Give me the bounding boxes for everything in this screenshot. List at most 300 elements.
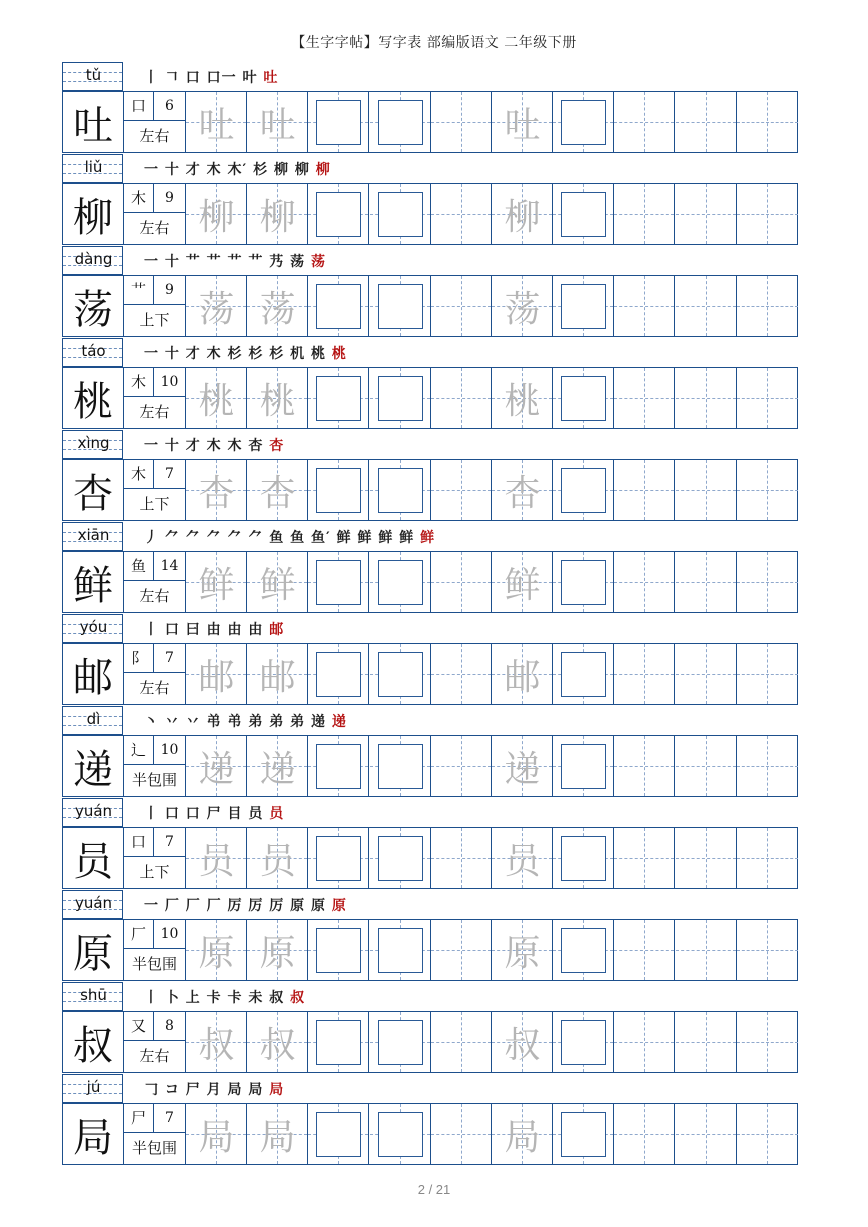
practice-cell[interactable]: [553, 644, 614, 704]
practice-cell[interactable]: [431, 460, 492, 520]
practice-cell[interactable]: [431, 1104, 492, 1164]
practice-cell[interactable]: [308, 828, 369, 888]
practice-cell[interactable]: [308, 736, 369, 796]
practice-cell[interactable]: [553, 368, 614, 428]
stroke-step: ⺈: [248, 530, 264, 546]
character-entry: [62, 1074, 798, 1166]
practice-cell[interactable]: [737, 920, 798, 980]
page-header: 【生字字帖】写字表 部编版语文 二年级下册: [291, 35, 577, 51]
trace-character: 局: [198, 1116, 235, 1158]
stroke-step: 鱼: [290, 530, 306, 546]
stroke-step: 鲜: [378, 530, 394, 546]
stroke-order: [144, 618, 284, 642]
stroke-step: 卜: [164, 990, 180, 1006]
practice-cell[interactable]: [186, 736, 247, 796]
stroke-step: 员: [269, 806, 285, 822]
trace-character: 荡: [504, 288, 541, 330]
practice-cell[interactable]: [492, 828, 553, 888]
character-entry: [62, 706, 798, 798]
practice-cell[interactable]: [614, 92, 675, 152]
tracing-box: [561, 1112, 606, 1157]
pinyin-box: [62, 890, 123, 919]
stroke-step: 机: [290, 346, 306, 362]
tracing-box: [378, 744, 423, 789]
practice-cell[interactable]: [247, 552, 308, 612]
stroke-step: 原: [290, 898, 306, 914]
practice-cell[interactable]: [186, 368, 247, 428]
practice-cell[interactable]: [247, 460, 308, 520]
structure: 左右: [139, 587, 170, 605]
practice-cell[interactable]: [553, 920, 614, 980]
practice-cell[interactable]: [492, 920, 553, 980]
practice-row: [62, 275, 798, 337]
pinyin: shū: [80, 986, 107, 1004]
practice-cell[interactable]: [676, 460, 737, 520]
radical: 鱼: [124, 552, 154, 581]
practice-cell[interactable]: [308, 460, 369, 520]
stroke-step: 丨: [144, 70, 159, 86]
stroke-step: 局: [248, 1082, 264, 1098]
structure: 上下: [139, 311, 170, 329]
character-info: [124, 368, 186, 428]
practice-cell[interactable]: [737, 92, 798, 152]
practice-cell[interactable]: [247, 1104, 308, 1164]
trace-character: 叔: [504, 1024, 541, 1066]
practice-cell[interactable]: [431, 920, 492, 980]
stroke-step: 十: [164, 162, 180, 178]
main-character: 递: [63, 736, 124, 796]
tracing-box: [378, 836, 423, 881]
stroke-count: 7: [154, 644, 185, 673]
practice-cell[interactable]: [370, 276, 431, 336]
practice-cell[interactable]: [614, 552, 675, 612]
practice-cell[interactable]: [614, 1104, 675, 1164]
character-entry: [62, 522, 798, 614]
practice-cell[interactable]: [431, 736, 492, 796]
practice-cell[interactable]: [553, 460, 614, 520]
stroke-step: 桃: [311, 346, 326, 362]
practice-cell[interactable]: [492, 92, 553, 152]
practice-cell[interactable]: [370, 92, 431, 152]
stroke-step: 杉: [248, 346, 264, 362]
pinyin: yuán: [74, 802, 113, 820]
practice-cell[interactable]: [676, 644, 737, 704]
character-entry: [62, 798, 798, 890]
practice-cell[interactable]: [370, 828, 431, 888]
practice-cell[interactable]: [614, 460, 675, 520]
practice-cell[interactable]: [247, 276, 308, 336]
practice-cell[interactable]: [492, 460, 553, 520]
stroke-step: 鲜: [420, 530, 436, 546]
pinyin-box: [62, 982, 123, 1011]
radical: 辶: [124, 736, 154, 765]
practice-cell[interactable]: [676, 736, 737, 796]
practice-cell[interactable]: [492, 736, 553, 796]
pinyin-box: [62, 1074, 123, 1103]
character-info: [124, 828, 186, 888]
practice-cell[interactable]: [614, 736, 675, 796]
character-info: [124, 460, 186, 520]
pinyin: yóu: [79, 618, 108, 636]
character-entry: [62, 982, 798, 1074]
character-info: [124, 736, 186, 796]
structure: 左右: [139, 679, 170, 697]
trace-character: 员: [198, 840, 235, 882]
stroke-step: 才: [185, 438, 201, 454]
stroke-step: 递: [311, 714, 326, 730]
practice-cell[interactable]: [492, 184, 553, 244]
trace-character: 桃: [259, 380, 296, 422]
practice-cell[interactable]: [308, 276, 369, 336]
practice-cell[interactable]: [370, 644, 431, 704]
practice-cell[interactable]: [186, 1104, 247, 1164]
stroke-step: 卡: [206, 990, 222, 1006]
practice-cell[interactable]: [186, 92, 247, 152]
practice-cell[interactable]: [492, 644, 553, 704]
stroke-step: ⺈: [164, 530, 180, 546]
practice-cell[interactable]: [431, 552, 492, 612]
practice-cell[interactable]: [492, 552, 553, 612]
practice-row: [62, 459, 798, 521]
pinyin-box: [62, 522, 123, 551]
practice-cell[interactable]: [247, 368, 308, 428]
radical: 艹: [124, 276, 154, 305]
practice-cell[interactable]: [553, 184, 614, 244]
stroke-step: 杏: [269, 438, 285, 454]
stroke-count: 8: [154, 1012, 185, 1041]
stroke-step: 叔: [269, 990, 285, 1006]
practice-cell[interactable]: [247, 92, 308, 152]
trace-character: 吐: [198, 104, 235, 146]
trace-character: 柳: [259, 196, 296, 238]
practice-cell[interactable]: [186, 276, 247, 336]
tracing-box: [378, 560, 423, 605]
trace-character: 吐: [504, 104, 541, 146]
pinyin: jú: [86, 1078, 101, 1096]
tracing-box: [561, 100, 606, 145]
stroke-step: 十: [164, 438, 180, 454]
stroke-order: [144, 802, 284, 826]
tracing-box: [316, 468, 361, 513]
tracing-box: [561, 836, 606, 881]
trace-character: 员: [259, 840, 296, 882]
practice-cell[interactable]: [737, 828, 798, 888]
trace-character: 杏: [198, 472, 235, 514]
practice-cell[interactable]: [614, 828, 675, 888]
practice-cell[interactable]: [614, 644, 675, 704]
tracing-box: [561, 192, 606, 237]
practice-cell[interactable]: [186, 920, 247, 980]
stroke-step: 厉: [269, 898, 285, 914]
pinyin: xiān: [77, 526, 110, 544]
practice-cell[interactable]: [614, 1012, 675, 1072]
structure: 半包围: [131, 1139, 177, 1157]
practice-cell[interactable]: [308, 920, 369, 980]
stroke-step: 鱼′: [311, 530, 331, 546]
stroke-step: 柳: [315, 162, 331, 178]
practice-cell[interactable]: [247, 828, 308, 888]
practice-cell[interactable]: [308, 644, 369, 704]
practice-cell[interactable]: [370, 920, 431, 980]
practice-cell[interactable]: [308, 1104, 369, 1164]
practice-cell[interactable]: [492, 1012, 553, 1072]
trace-character: 桃: [198, 380, 235, 422]
tracing-box: [316, 1112, 361, 1157]
stroke-step: 𠃍: [164, 70, 180, 86]
practice-cell[interactable]: [737, 736, 798, 796]
stroke-step: 杉: [269, 346, 285, 362]
stroke-step: 木: [206, 162, 222, 178]
stroke-step: 弚: [227, 714, 243, 730]
practice-cell[interactable]: [431, 644, 492, 704]
practice-cell[interactable]: [737, 644, 798, 704]
practice-cell[interactable]: [186, 552, 247, 612]
structure: 半包围: [131, 771, 177, 789]
trace-character: 递: [198, 748, 235, 790]
main-character: 叔: [63, 1012, 124, 1072]
radical: 又: [124, 1012, 154, 1041]
trace-character: 局: [504, 1116, 541, 1158]
structure: 左右: [139, 219, 170, 237]
stroke-step: 桃: [331, 346, 347, 362]
practice-cell[interactable]: [431, 92, 492, 152]
practice-cell[interactable]: [308, 368, 369, 428]
tracing-box: [316, 928, 361, 973]
stroke-step: 弚: [206, 714, 222, 730]
stroke-step: 丨: [144, 622, 159, 638]
page-number: 2 / 21: [417, 1182, 451, 1197]
practice-cell[interactable]: [737, 368, 798, 428]
pinyin: xìng: [77, 434, 110, 452]
stroke-step: 丶: [144, 714, 159, 730]
stroke-step: 弟: [248, 714, 264, 730]
stroke-step: 柳: [294, 162, 310, 178]
practice-cell[interactable]: [553, 1012, 614, 1072]
practice-row: [62, 183, 798, 245]
stroke-count: 10: [154, 920, 185, 949]
stroke-step: 局: [227, 1082, 243, 1098]
stroke-step: 鲜: [399, 530, 415, 546]
practice-cell[interactable]: [614, 368, 675, 428]
practice-cell[interactable]: [492, 1104, 553, 1164]
stroke-step: 鲜: [336, 530, 352, 546]
practice-cell[interactable]: [431, 368, 492, 428]
practice-cell[interactable]: [676, 1104, 737, 1164]
tracing-box: [378, 1112, 423, 1157]
practice-cell[interactable]: [676, 1012, 737, 1072]
stroke-step: 一: [144, 438, 159, 454]
trace-character: 邮: [198, 656, 235, 698]
stroke-step: 鲜: [357, 530, 373, 546]
practice-cell[interactable]: [553, 552, 614, 612]
practice-row: [62, 1103, 798, 1165]
trace-character: 原: [504, 932, 541, 974]
stroke-order: [144, 526, 435, 550]
stroke-step: ⺈: [206, 530, 222, 546]
practice-cell[interactable]: [247, 920, 308, 980]
pinyin: táo: [81, 342, 106, 360]
practice-cell[interactable]: [676, 92, 737, 152]
stroke-step: 杉: [227, 346, 243, 362]
tracing-box: [378, 284, 423, 329]
tracing-box: [316, 376, 361, 421]
practice-cell[interactable]: [308, 184, 369, 244]
trace-character: 柳: [198, 196, 235, 238]
practice-cell[interactable]: [431, 1012, 492, 1072]
stroke-step: 艹: [248, 254, 264, 270]
pinyin-box: [62, 154, 123, 183]
main-character: 吐: [63, 92, 124, 152]
character-info: [124, 1104, 186, 1164]
radical: 木: [124, 460, 154, 489]
practice-cell[interactable]: [370, 184, 431, 244]
tracing-box: [378, 928, 423, 973]
practice-cell[interactable]: [492, 368, 553, 428]
trace-character: 荡: [259, 288, 296, 330]
practice-cell[interactable]: [186, 1012, 247, 1072]
stroke-step: 尸: [185, 1082, 201, 1098]
trace-character: 邮: [259, 656, 296, 698]
stroke-step: 十: [164, 346, 180, 362]
practice-cell[interactable]: [370, 368, 431, 428]
stroke-step: 厉: [248, 898, 264, 914]
stroke-step: 邮: [269, 622, 285, 638]
character-entry: [62, 154, 798, 246]
practice-cell[interactable]: [614, 276, 675, 336]
stroke-step: 弟: [290, 714, 306, 730]
character-info: [124, 552, 186, 612]
tracing-box: [561, 560, 606, 605]
practice-cell[interactable]: [431, 828, 492, 888]
stroke-step: 𠃌: [144, 1082, 159, 1098]
stroke-step: 局: [269, 1082, 285, 1098]
practice-cell[interactable]: [553, 92, 614, 152]
practice-cell[interactable]: [247, 1012, 308, 1072]
trace-character: 局: [259, 1116, 296, 1158]
tracing-box: [561, 744, 606, 789]
character-practice-sheet: [62, 62, 798, 1166]
stroke-step: 未: [248, 990, 264, 1006]
structure: 左右: [139, 127, 170, 145]
trace-character: 递: [504, 748, 541, 790]
practice-cell[interactable]: [370, 552, 431, 612]
main-character: 原: [63, 920, 124, 980]
practice-cell[interactable]: [247, 644, 308, 704]
practice-cell[interactable]: [186, 644, 247, 704]
tracing-box: [316, 744, 361, 789]
practice-cell[interactable]: [370, 1104, 431, 1164]
trace-character: 柳: [504, 196, 541, 238]
practice-cell[interactable]: [737, 276, 798, 336]
practice-cell[interactable]: [676, 184, 737, 244]
stroke-count: 14: [154, 552, 185, 581]
practice-cell[interactable]: [247, 184, 308, 244]
stroke-step: 厂: [206, 898, 222, 914]
practice-cell[interactable]: [676, 828, 737, 888]
stroke-order: [144, 158, 331, 182]
practice-cell[interactable]: [308, 92, 369, 152]
stroke-step: 木: [206, 438, 222, 454]
trace-character: 桃: [504, 380, 541, 422]
practice-cell[interactable]: [370, 460, 431, 520]
practice-row: [62, 827, 798, 889]
stroke-step: 员: [248, 806, 264, 822]
trace-character: 鲜: [504, 564, 541, 606]
character-info: [124, 92, 186, 152]
practice-cell[interactable]: [308, 552, 369, 612]
practice-cell[interactable]: [614, 920, 675, 980]
practice-cell[interactable]: [553, 276, 614, 336]
practice-cell[interactable]: [676, 276, 737, 336]
stroke-step: 荡: [311, 254, 326, 270]
stroke-step: 上: [185, 990, 201, 1006]
character-entry: [62, 890, 798, 982]
trace-character: 递: [259, 748, 296, 790]
tracing-box: [316, 560, 361, 605]
structure: 上下: [139, 863, 170, 881]
stroke-count: 7: [154, 828, 185, 857]
pinyin: dàng: [74, 250, 113, 268]
practice-cell[interactable]: [553, 828, 614, 888]
trace-character: 杏: [504, 472, 541, 514]
character-info: [124, 644, 186, 704]
practice-cell[interactable]: [308, 1012, 369, 1072]
practice-cell[interactable]: [370, 736, 431, 796]
practice-cell[interactable]: [553, 736, 614, 796]
practice-cell[interactable]: [247, 736, 308, 796]
radical: 阝: [124, 644, 154, 673]
practice-row: [62, 367, 798, 429]
practice-cell[interactable]: [431, 276, 492, 336]
stroke-count: 7: [154, 1104, 185, 1133]
stroke-order: [144, 66, 278, 90]
practice-row: [62, 551, 798, 613]
practice-cell[interactable]: [737, 1104, 798, 1164]
pinyin-box: [62, 62, 123, 91]
main-character: 鲜: [63, 552, 124, 612]
character-info: [124, 276, 186, 336]
stroke-step: 丷: [185, 714, 201, 730]
stroke-step: 卡: [227, 990, 243, 1006]
practice-cell[interactable]: [186, 184, 247, 244]
stroke-step: 丨: [144, 990, 159, 1006]
practice-cell[interactable]: [737, 184, 798, 244]
practice-cell[interactable]: [431, 184, 492, 244]
stroke-step: ⺈: [227, 530, 243, 546]
practice-cell[interactable]: [737, 552, 798, 612]
stroke-count: 6: [154, 92, 185, 121]
practice-cell[interactable]: [186, 828, 247, 888]
practice-cell[interactable]: [737, 1012, 798, 1072]
practice-cell[interactable]: [492, 276, 553, 336]
practice-cell[interactable]: [676, 920, 737, 980]
practice-cell[interactable]: [676, 368, 737, 428]
stroke-step: 口: [185, 70, 201, 86]
stroke-step: 口: [185, 806, 201, 822]
practice-cell[interactable]: [370, 1012, 431, 1072]
stroke-count: 10: [154, 368, 185, 397]
practice-cell[interactable]: [186, 460, 247, 520]
practice-cell[interactable]: [614, 184, 675, 244]
practice-row: [62, 643, 798, 705]
practice-cell[interactable]: [553, 1104, 614, 1164]
practice-cell[interactable]: [676, 552, 737, 612]
practice-cell[interactable]: [737, 460, 798, 520]
radical: 尸: [124, 1104, 154, 1133]
main-character: 局: [63, 1104, 124, 1164]
stroke-step: 厉: [227, 898, 243, 914]
stroke-step: 十: [164, 254, 180, 270]
